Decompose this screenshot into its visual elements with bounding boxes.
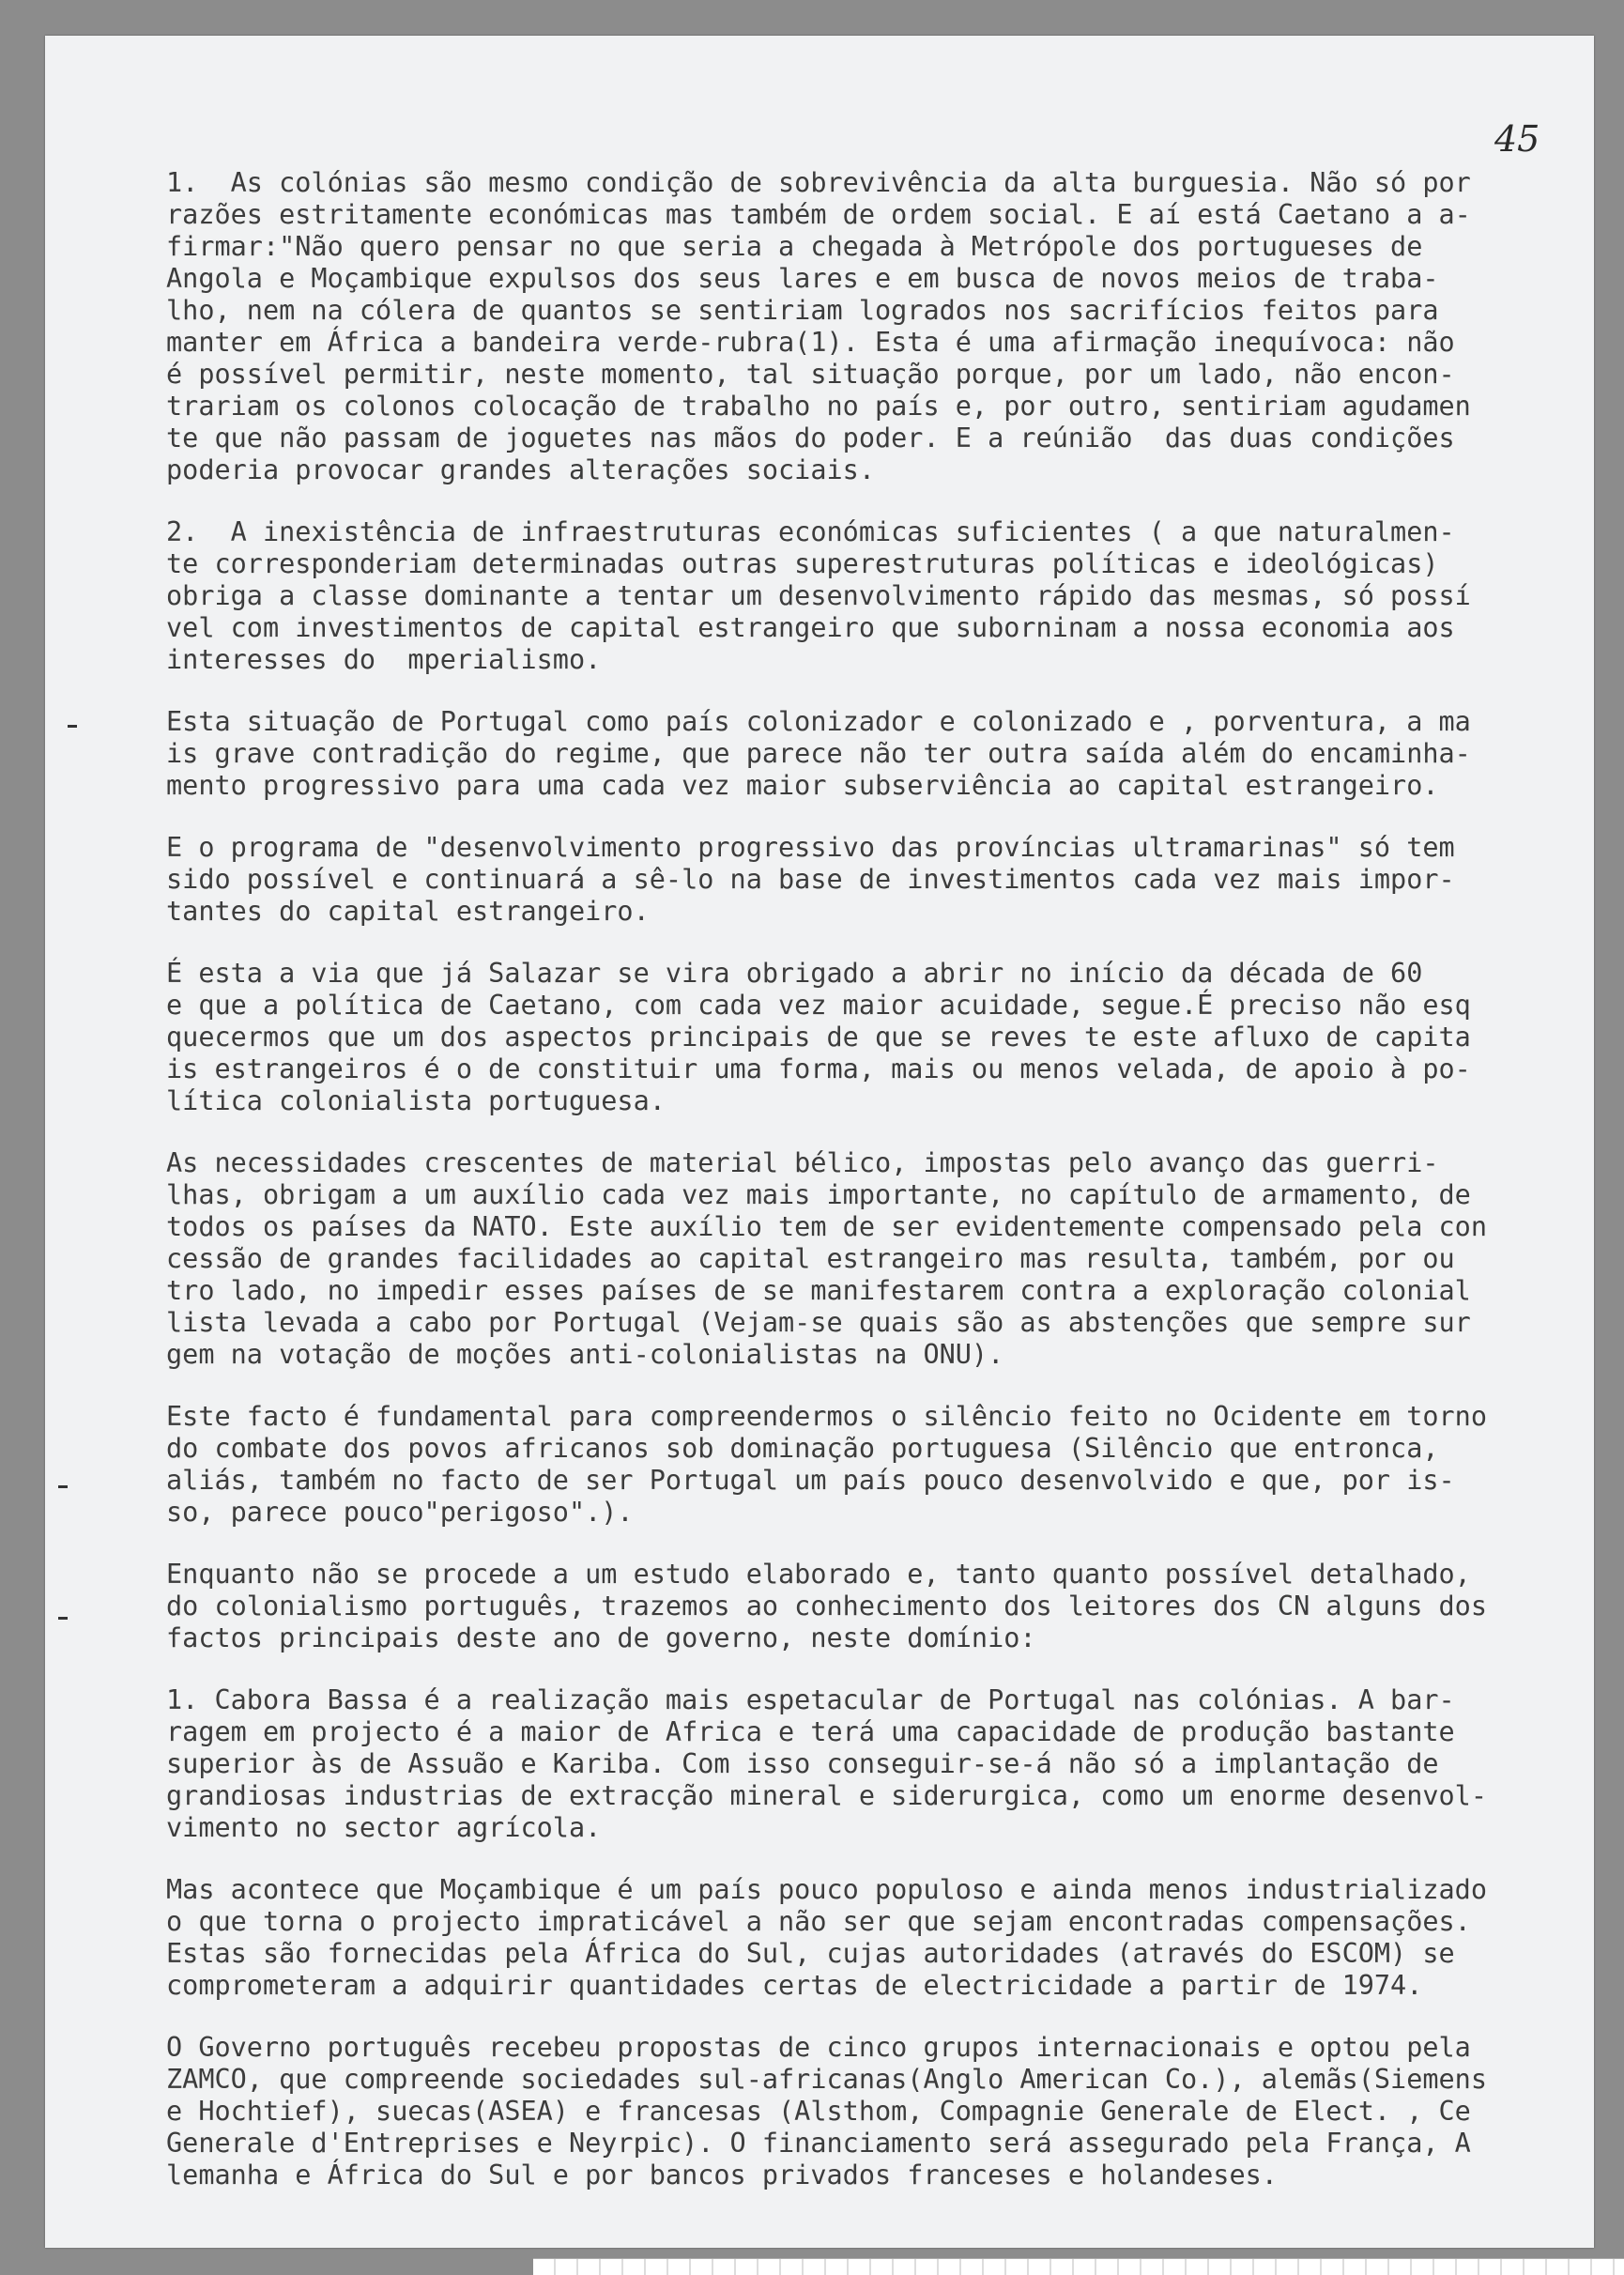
text-line: ZAMCO, que compreende sociedades sul-africanas(Anglo American Co.), alemãs(Siemens <box>166 2064 1487 2095</box>
text-line: so, parece pouco"perigoso".). <box>166 1497 634 1528</box>
text-line: factos principais deste ano de governo, neste domínio: <box>166 1622 1036 1653</box>
text-line: lemanha e África do Sul e por bancos privados franceses e holandeses. <box>166 2160 1278 2190</box>
text-line: vimento no sector agrícola. <box>166 1812 602 1843</box>
text-line: lho, nem na cólera de quantos se sentiriam logrados nos sacrifícios feitos para <box>166 295 1439 326</box>
text-line: e que a política de Caetano, com cada vez maior acuidade, segue.É preciso não esq <box>166 990 1471 1021</box>
text-line: quecermos que um dos aspectos principais de que se reves te este afluxo de capita <box>166 1022 1471 1053</box>
page-number: 45 <box>1494 118 1540 160</box>
text-line: is grave contradição do regime, que parece não ter outra saída além do encaminha- <box>166 738 1471 769</box>
text-line: Angola e Moçambique expulsos dos seus lares e em busca de novos meios de traba- <box>166 263 1439 294</box>
text-line: Estas são fornecidas pela África do Sul, cujas autoridades (através do ESCOM) se <box>166 1938 1455 1969</box>
text-line: todos os países da NATO. Este auxílio tem de ser evidentemente compensado pela con <box>166 1211 1487 1242</box>
text-line: é possível permitir, neste momento, tal situação porque, por um lado, não encon- <box>166 359 1455 390</box>
text-line: te corresponderiam determinadas outras superestruturas políticas e ideológicas) <box>166 548 1439 579</box>
text-line: is estrangeiros é o de constituir uma forma, mais ou menos velada, de apoio à po- <box>166 1053 1471 1084</box>
margin-mark <box>68 725 77 728</box>
text-line: grandiosas industrias de extracção mineral e siderurgica, como um enorme desenvol- <box>166 1780 1487 1811</box>
text-line: aliás, também no facto de ser Portugal um país pouco desenvolvido e que, por is- <box>166 1465 1455 1496</box>
margin-mark <box>58 1617 68 1620</box>
typewritten-body <box>166 167 1555 2191</box>
text-line: lhas, obrigam a um auxílio cada vez mais importante, no capítulo de armamento, de <box>166 1179 1471 1210</box>
text-line: 1. Cabora Bassa é a realização mais espetacular de Portugal nas colónias. A bar- <box>166 1684 1455 1715</box>
text-line: lítica colonialista portuguesa. <box>166 1085 666 1116</box>
text-line: manter em África a bandeira verde-rubra(1). Esta é uma afirmação inequívoca: não <box>166 327 1455 358</box>
text-line: tro lado, no impedir esses países de se manifestarem contra a exploração colonial <box>166 1275 1471 1306</box>
text-line: superior às de Assuão e Kariba. Com isso conseguir-se-á não só a implantação de <box>166 1748 1439 1779</box>
text-line: As necessidades crescentes de material bélico, impostas pelo avanço das guerri- <box>166 1147 1439 1178</box>
text-line: O Governo português recebeu propostas de cinco grupos internacionais e optou pela <box>166 2032 1471 2063</box>
text-line: Esta situação de Portugal como país colonizador e colonizado e , porventura, a ma <box>166 706 1471 737</box>
scale-ruler <box>533 2258 1624 2275</box>
text-line: o que torna o projecto impraticável a não ser que sejam encontradas compensações. <box>166 1906 1471 1937</box>
text-line: Mas acontece que Moçambique é um país pouco populoso e ainda menos industrializado <box>166 1874 1487 1905</box>
text-line: do combate dos povos africanos sob dominação portuguesa (Silêncio que entronca, <box>166 1433 1439 1464</box>
text-line: 2. A inexistência de infraestruturas económicas suficientes ( a que naturalmen- <box>166 516 1455 547</box>
text-line: te que não passam de joguetes nas mãos do poder. E a reúnião das duas condições <box>166 423 1455 453</box>
text-line: razões estritamente económicas mas também de ordem social. E aí está Caetano a a- <box>166 199 1471 230</box>
text-line: comprometeram a adquirir quantidades certas de electricidade a partir de 1974. <box>166 1970 1423 2001</box>
text-line: gem na votação de moções anti-colonialistas na ONU). <box>166 1339 1004 1370</box>
text-line: Enquanto não se procede a um estudo elaborado e, tanto quanto possível detalhado, <box>166 1559 1471 1590</box>
text-line: firmar:"Não quero pensar no que seria a chegada à Metrópole dos portugueses de <box>166 231 1423 262</box>
text-line: Generale d'Entreprises e Neyrpic). O financiamento será assegurado pela França, A <box>166 2128 1471 2159</box>
text-line: lista levada a cabo por Portugal (Vejam-se quais são as abstenções que sempre sur <box>166 1307 1471 1338</box>
text-line: tantes do capital estrangeiro. <box>166 896 650 927</box>
margin-mark <box>58 1485 68 1488</box>
text-line: E o programa de "desenvolvimento progressivo das províncias ultramarinas" só tem <box>166 832 1455 863</box>
text-line: mento progressivo para uma cada vez maior subserviência ao capital estrangeiro. <box>166 770 1439 801</box>
text-line: 1. As colónias são mesmo condição de sobrevivência da alta burguesia. Não só por <box>166 167 1471 198</box>
text-line: vel com investimentos de capital estrangeiro que suborninam a nossa economia aos <box>166 612 1455 643</box>
text-line: ragem em projecto é a maior de Africa e terá uma capacidade de produção bastante <box>166 1716 1455 1747</box>
text-line: do colonialismo português, trazemos ao conhecimento dos leitores dos CN alguns dos <box>166 1591 1487 1622</box>
text-line: sido possível e continuará a sê-lo na base de investimentos cada vez mais impor- <box>166 864 1455 895</box>
text-line: interesses do mperialismo. <box>166 644 602 675</box>
text-line: trariam os colonos colocação de trabalho no país e, por outro, sentiriam agudamen <box>166 391 1471 422</box>
text-line: É esta a via que já Salazar se vira obrigado a abrir no início da década de 60 <box>166 958 1423 989</box>
text-line: Este facto é fundamental para compreendermos o silêncio feito no Ocidente em torno <box>166 1401 1487 1432</box>
text-line: e Hochtief), suecas(ASEA) e francesas (Alsthom, Compagnie Generale de Elect. , Ce <box>166 2096 1471 2127</box>
text-line: poderia provocar grandes alterações sociais. <box>166 454 875 485</box>
text-line: obriga a classe dominante a tentar um desenvolvimento rápido das mesmas, só possí <box>166 580 1471 611</box>
text-line: cessão de grandes facilidades ao capital estrangeiro mas resulta, também, por ou <box>166 1243 1455 1274</box>
